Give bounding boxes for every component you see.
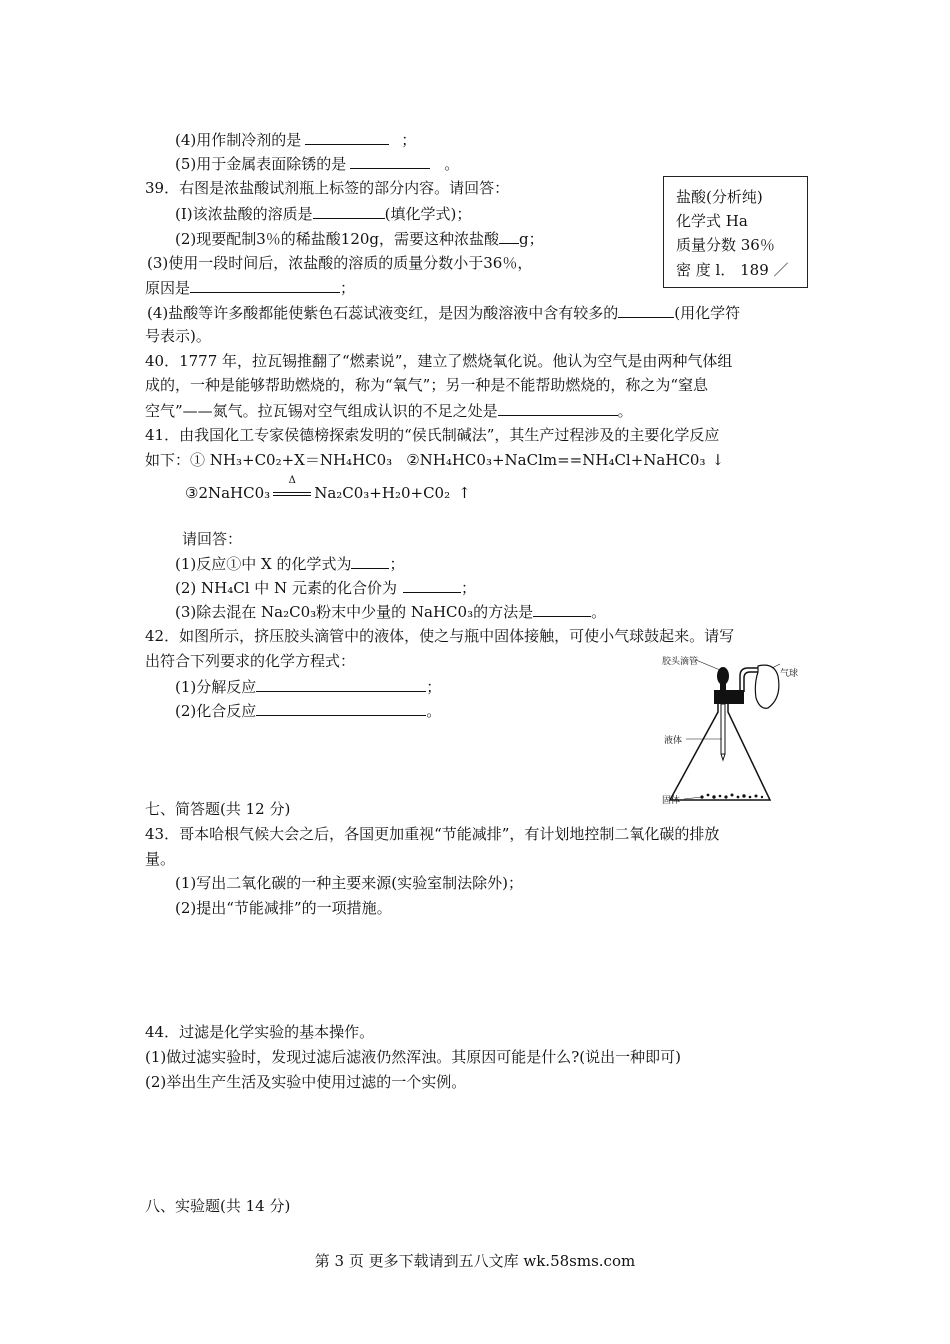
label-balloon: 气球	[780, 669, 799, 679]
label-density: 密 度 l． 189 ／	[676, 261, 789, 279]
q43-part2: (2)提出“节能减排”的一项措施。	[175, 899, 392, 917]
apparatus-figure	[662, 648, 812, 810]
answer-blank[interactable]	[498, 400, 618, 416]
equation-2: ②NH₄HC0₃+NaClm==NH₄Cl+NaHC0₃	[406, 451, 706, 469]
q41-equation-3: ③2NaHC0₃ Δ Na₂C0₃+H₂0+C0₂ ↑	[185, 475, 471, 502]
gas-arrow-icon: ↑	[458, 484, 471, 502]
answer-blank[interactable]	[313, 203, 385, 219]
q39-stem: 39．右图是浓盐酸试剂瓶上标签的部分内容。请回答：	[145, 179, 510, 197]
q41-part2: (2) NH₄Cl 中 N 元素的化合价为 ；	[175, 579, 476, 597]
section-7-heading: 七、简答题(共 12 分)	[145, 800, 291, 818]
q39-part4-cont: 号表示)。	[145, 327, 211, 345]
stopper-icon	[714, 690, 744, 704]
q43-part1: (1)写出二氧化碳的一种主要来源(实验室制法除外)；	[175, 874, 523, 892]
answer-blank[interactable]	[618, 302, 674, 318]
q43-line1: 43．哥本哈根气候大会之后，各国更加重视“节能减排”，有计划地控制二氧化碳的排放	[145, 825, 720, 843]
answer-blank[interactable]	[256, 700, 426, 716]
label-liquid: 液体	[664, 736, 683, 746]
answer-blank[interactable]	[350, 153, 430, 169]
balloon-icon	[755, 665, 779, 708]
precipitate-arrow-icon: ↓	[711, 451, 725, 469]
q41-part1: (1)反应①中 X 的化学式为 ；	[175, 555, 405, 573]
q39-part3: (3)使用一段时间后，浓盐酸的溶质的质量分数小于36％，	[147, 254, 533, 272]
reagent-label-box	[663, 176, 808, 288]
q41-ask: 请回答：	[182, 530, 243, 548]
page-footer: 第 3 页 更多下载请到五八文库 wk.58sms.com	[314, 1252, 636, 1270]
answer-blank[interactable]	[403, 577, 461, 593]
q44-part2: (2)举出生产生活及实验中使用过滤的一个实例。	[145, 1073, 467, 1091]
q40-line3: 空气”——氮气。拉瓦锡对空气组成认识的不足之处是 。	[145, 402, 633, 420]
answer-blank[interactable]	[351, 553, 389, 569]
label-mass-fraction: 质量分数 36％	[676, 236, 775, 254]
answer-blank[interactable]	[256, 676, 426, 692]
q40-line2: 成的，一种是能够帮助燃烧的，称为“氧气”；另一种是不能帮助燃烧的，称之为“窒息	[145, 376, 709, 394]
q42-part1: (1)分解反应 ；	[175, 678, 442, 696]
q38-item5: (5)用于金属表面除锈的是 。	[175, 155, 460, 173]
q41-part3: (3)除去混在 Na₂C0₃粉末中少量的 NaHC0₃的方法是 。	[175, 603, 607, 621]
answer-blank[interactable]	[533, 601, 591, 617]
heat-condition: Δ	[273, 483, 311, 503]
q40-line1: 40．1777 年，拉瓦锡推翻了“燃素说”，建立了燃烧氧化说。他认为空气是由两种气体组	[145, 352, 733, 370]
solid-particles-icon	[700, 794, 763, 799]
q44-line1: 44．过滤是化学实验的基本操作。	[145, 1023, 375, 1041]
q42-line2: 出符合下列要求的化学方程式：	[145, 652, 356, 670]
q39-part1: (I)该浓盐酸的溶质是 (填化学式)；	[175, 205, 472, 223]
q38-item4: (4)用作制冷剂的是 ；	[175, 131, 417, 149]
label-formula: 化学式 Ha	[676, 212, 748, 230]
label-name: 盐酸(分析纯)	[676, 188, 763, 206]
answer-blank[interactable]	[190, 277, 340, 293]
q39-part4: (4)盐酸等许多酸都能使紫色石蕊试液变红，是因为酸溶液中含有较多的 (用化学符	[147, 304, 741, 322]
q39-part2: (2)现要配制3％的稀盐酸120g，需要这种浓盐酸 g；	[175, 230, 544, 248]
conical-flask-icon	[670, 704, 770, 800]
q39-part3-reason: 原因是 ；	[145, 279, 356, 297]
q43-line2: 量。	[145, 850, 176, 868]
q42-line1: 42．如图所示，挤压胶头滴管中的液体，使之与瓶中固体接触，可使小气球鼓起来。请写	[145, 627, 735, 645]
q41-line1: 41．由我国化工专家侯德榜探索发明的“侯氏制碱法”，其生产过程涉及的主要化学反应	[145, 426, 720, 444]
equation-1: ① NH₃+C0₂+X＝NH₄HC0₃	[190, 451, 393, 469]
answer-blank[interactable]	[499, 228, 519, 244]
label-dropper: 胶头滴管	[662, 657, 699, 667]
q41-equations-1-2: 如下：① NH₃+C0₂+X＝NH₄HC0₃ ②NH₄HC0₃+NaClm==NH₄Cl+NaHC0₃ ↓	[145, 451, 725, 469]
q42-part2: (2)化合反应 。	[175, 702, 442, 720]
q44-part1: (1)做过滤实验时，发现过滤后滤液仍然浑浊。其原因可能是什么?(说出一种即可)	[145, 1048, 681, 1066]
section-8-heading: 八、实验题(共 14 分)	[145, 1197, 291, 1215]
label-solid: 固体	[662, 796, 681, 806]
answer-blank[interactable]	[305, 129, 389, 145]
